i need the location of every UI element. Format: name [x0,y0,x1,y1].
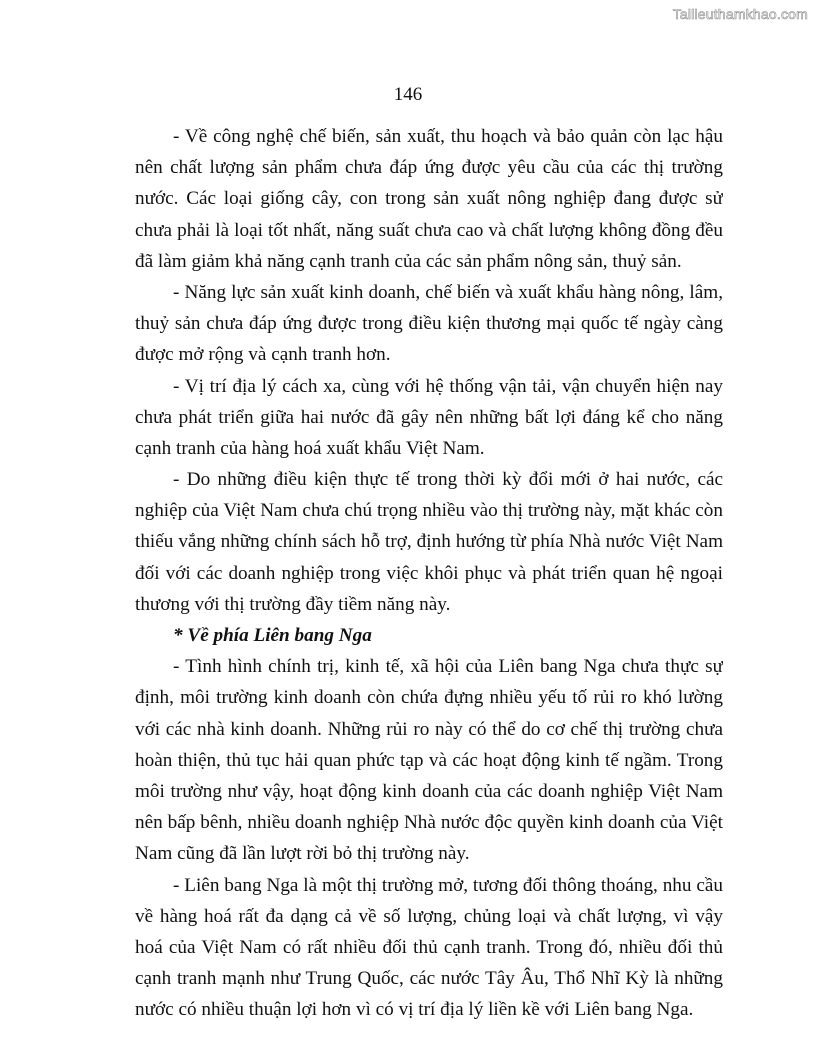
text-line: đã làm giảm khả năng cạnh tranh của các sản phẩm nông sản, thuỷ sản. [135,250,682,272]
text-line: hoàn thiện, thủ tục hải quan phức tạp và các hoạt động kinh tế ngầm. Trong [135,749,723,771]
text-line: nên chất lượng sản phẩm chưa đáp ứng được yêu cầu của các thị trường [135,157,723,179]
document-body [135,121,723,1025]
paragraph [135,371,723,465]
text-line: - Năng lực sản xuất kinh doanh, chế biến và xuất khẩu hàng nông, lâm, [173,281,723,303]
text-line: đối với các doanh nghiệp trong việc khôi phục và phát triển quan hệ ngoại [135,562,723,584]
text-line: nước. Các loại giống cây, con trong sản xuất nông nghiệp đang được sử [135,188,723,210]
text-line: nên bấp bênh, nhiều doanh nghiệp Nhà nước độc quyền kinh doanh của Việt [135,812,723,834]
text-line: cạnh tranh của hàng hoá xuất khẩu Việt Nam. [135,437,485,459]
paragraph [135,277,723,371]
text-line: nước có nhiều thuận lợi hơn vì có vị trí địa lý liền kề với Liên bang Nga. [135,999,694,1021]
text-line: được mở rộng và cạnh tranh hơn. [135,344,391,366]
text-line: - Tình hình chính trị, kinh tế, xã hội của Liên bang Nga chưa thực sự [173,656,723,678]
text-line: định, môi trường kinh doanh còn chứa đựng nhiều yếu tố rủi ro khó lường [135,687,723,709]
text-line: * Về phía Liên bang Nga [173,625,372,646]
page-number: 146 [393,84,423,105]
watermark: Tailieuthamkhao.com [672,6,808,22]
text-line: thuỷ sản chưa đáp ứng được trong điều kiện thương mại quốc tế ngày càng [135,313,723,335]
paragraph [135,651,723,869]
text-line: - Do những điều kiện thực tế trong thời kỳ đổi mới ở hai nước, các [173,469,723,491]
text-line: môi trường như vậy, hoạt động kinh doanh của các doanh nghiệp Việt Nam [135,780,723,802]
section-heading [135,620,723,651]
text-line: về hàng hoá rất đa dạng cả về số lượng, chủng loại và chất lượng, vì vậy [135,905,723,927]
text-line: - Liên bang Nga là một thị trường mở, tương đối thông thoáng, nhu cầu [173,874,723,896]
text-line: chưa phát triển giữa hai nước đã gây nên những bất lợi đáng kể cho năng [135,406,723,428]
text-line: hoá của Việt Nam có rất nhiều đối thủ cạnh tranh. Trong đó, nhiều đối thủ [135,936,723,958]
text-line: chưa phải là loại tốt nhất, năng suất chưa cao và chất lượng không đồng đều [135,219,723,241]
text-line: cạnh tranh mạnh như Trung Quốc, các nước Tây Âu, Thổ Nhĩ Kỳ là những [135,968,723,990]
text-line: nghiệp của Việt Nam chưa chú trọng nhiều vào thị trường này, mặt khác còn [135,500,723,522]
paragraph [135,464,723,620]
text-line: thương với thị trường đầy tiềm năng này. [135,593,451,615]
text-line: với các nhà kinh doanh. Những rủi ro này có thể do cơ chế thị trường chưa [135,718,723,740]
text-line: - Vị trí địa lý cách xa, cùng với hệ thống vận tải, vận chuyển hiện nay [173,375,723,397]
paragraph [135,870,723,1026]
text-line: - Về công nghệ chế biến, sản xuất, thu hoạch và bảo quản còn lạc hậu [173,126,723,147]
paragraph [135,121,723,277]
text-line: Nam cũng đã lần lượt rời bỏ thị trường này. [135,843,470,865]
text-line: thiếu vắng những chính sách hỗ trợ, định hướng từ phía Nhà nước Việt Nam [135,531,723,553]
